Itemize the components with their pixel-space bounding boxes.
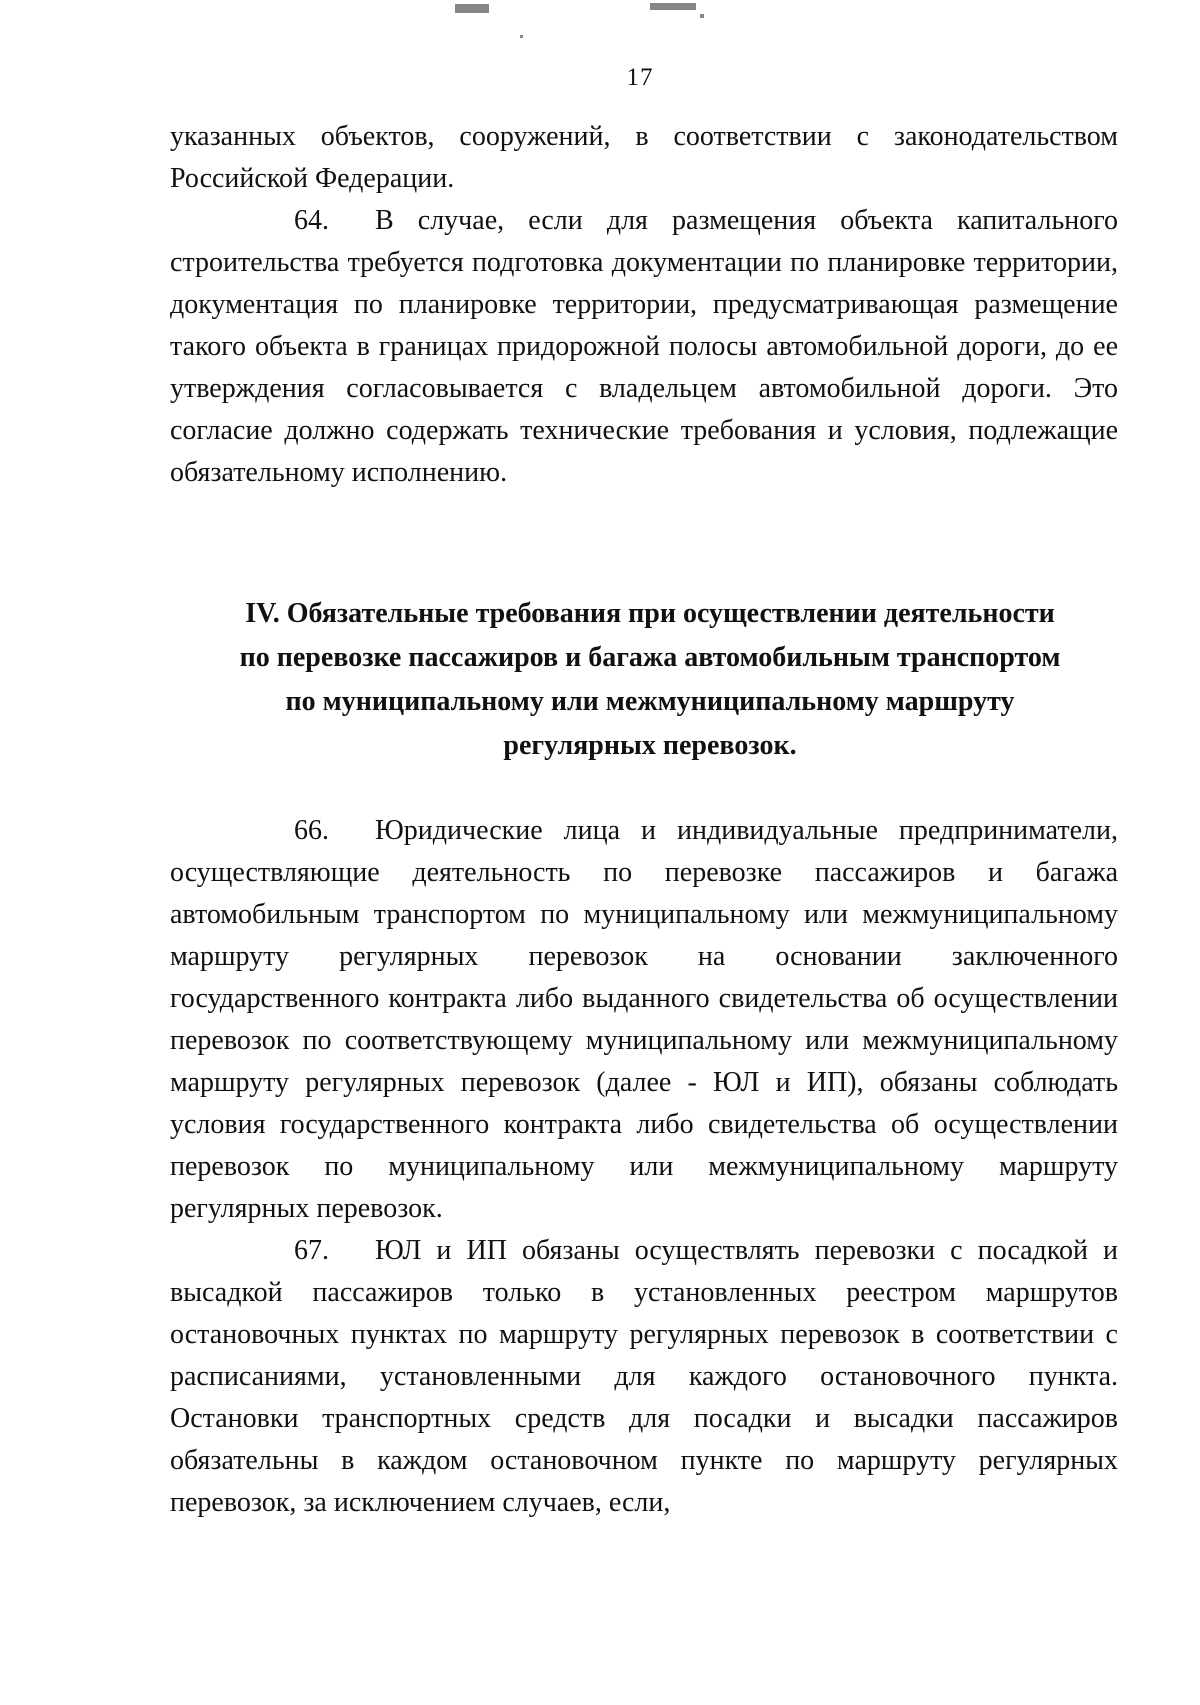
scan-speck bbox=[455, 4, 489, 13]
paragraph-text: Юридические лица и индивидуальные предприниматели, осуществляющие деятельность по перевозке пассажиров и багажа автомобильным транспортом по муниципальному или межмуниципальному маршруту регулярных перевозок на основании заключенного государственного контракта либо выданного свидетельства об осуществлении перевозок по соответствующему муниципальному или межмуниципальному маршруту регулярных перевозок (далее - ЮЛ и ИП), обязаны соблюдать условия государственного контракта либо свидетельства об осуществлении перевозок по муниципальному или межмуниципальному маршруту регулярных перевозок. bbox=[170, 815, 1118, 1224]
paragraph-text: ЮЛ и ИП обязаны осуществлять перевозки с посадкой и высадкой пассажиров только в установленных реестром маршрутов остановочных пунктах по маршруту регулярных перевозок в соответствии с расписаниями, установленными для каждого остановочного пункта. Остановки транспортных средств для посадки и высадки пассажиров обязательны в каждом остановочном пункте по маршруту регулярных перевозок, за исключением случаев, если, bbox=[170, 1235, 1118, 1518]
section-heading bbox=[170, 592, 1130, 768]
paragraph-number: 66. bbox=[294, 815, 329, 846]
paragraph-66 bbox=[170, 810, 1118, 1230]
body-text-top bbox=[170, 116, 1118, 494]
scan-speck bbox=[650, 3, 696, 10]
scan-speck bbox=[520, 35, 523, 38]
heading-line: по перевозке пассажиров и багажа автомобильным транспортом bbox=[239, 642, 1061, 673]
paragraph-text: В случае, если для размещения объекта капитального строительства требуется подготовка документации по планировке территории, документация по планировке территории, предусматривающая размещение такого объекта в границах придорожной полосы автомобильной дороги, до ее утверждения согласовывается с владельцем автомобильной дороги. Это согласие должно содержать технические требования и условия, подлежащие обязательному исполнению. bbox=[170, 205, 1118, 488]
heading-line: IV. Обязательные требования при осуществлении деятельности bbox=[245, 598, 1055, 629]
paragraph-number: 64. bbox=[294, 205, 329, 236]
heading-line: регулярных перевозок. bbox=[503, 730, 797, 761]
paragraph-67 bbox=[170, 1230, 1118, 1524]
scan-speck bbox=[700, 14, 704, 18]
paragraph-64 bbox=[170, 200, 1118, 494]
paragraph-continuation: указанных объектов, сооружений, в соответствии с законодательством Российской Федерации. bbox=[170, 121, 1118, 194]
page-number: 17 bbox=[626, 64, 654, 91]
body-text-bottom bbox=[170, 810, 1118, 1524]
paragraph-number: 67. bbox=[294, 1235, 329, 1266]
heading-line: по муниципальному или межмуниципальному маршруту bbox=[285, 686, 1015, 717]
